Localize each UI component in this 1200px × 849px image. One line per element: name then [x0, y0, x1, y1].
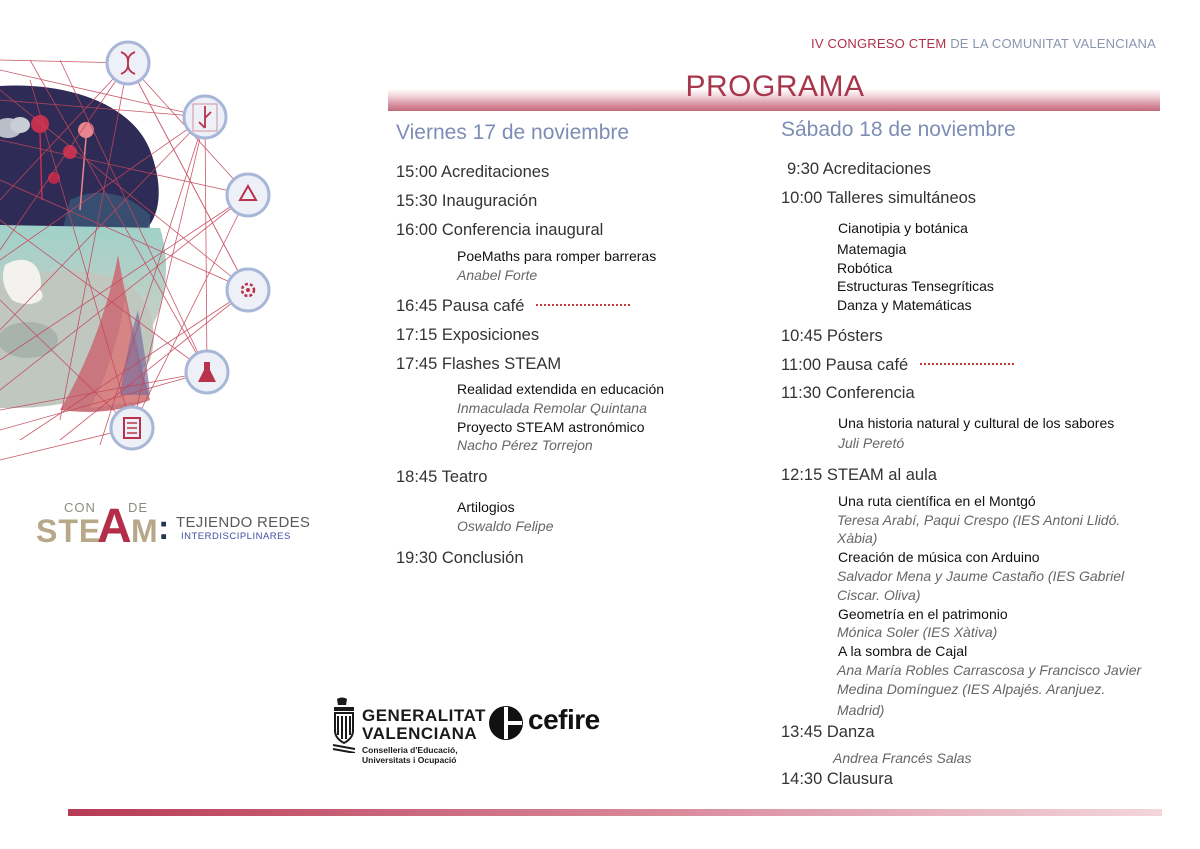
- sat-conf-title: Una historia natural y cultural de los sabores: [838, 415, 1115, 431]
- usb-icon: [184, 96, 226, 138]
- flask-icon: [186, 351, 228, 393]
- header-region: DE LA COMUNITAT VALENCIANA: [950, 36, 1156, 51]
- fri-talk-title: PoeMaths para romper barreras: [457, 248, 657, 264]
- building-icon: [111, 407, 153, 449]
- sat-workshop: Cianotipia y botánica: [838, 220, 968, 236]
- logo-con: CON: [64, 500, 96, 515]
- sat-aula-4-speaker-cont2: Madrid): [837, 702, 885, 718]
- saturday-heading: Sábado 18 de noviembre: [781, 118, 1016, 141]
- sat-aula-1-speaker: Teresa Arabí, Paqui Crespo (IES Antoni Llidó.: [837, 512, 1121, 528]
- sat-break-dots: [920, 363, 1014, 365]
- sat-item-1430: 14:30 Clausura: [781, 770, 893, 788]
- fri-item-1645: 16:45 Pausa café: [396, 297, 525, 315]
- fri-item-1715: 17:15 Exposiciones: [396, 326, 540, 344]
- sat-aula-4-title: A la sombra de Cajal: [838, 643, 968, 659]
- sat-item-1045: 10:45 Pósters: [781, 327, 883, 345]
- fri-item-1930: 19:30 Conclusión: [396, 549, 524, 567]
- sat-aula-1-title: Una ruta científica en el Montgó: [838, 493, 1036, 509]
- sat-item-1215: 12:15 STEAM al aula: [781, 466, 937, 484]
- fri-item-1845: 18:45 Teatro: [396, 468, 488, 486]
- sat-aula-3-speaker: Mónica Soler (IES Xàtiva): [837, 624, 998, 640]
- sat-aula-2-speaker: Salvador Mena y Jaume Castaño (IES Gabriel: [837, 568, 1125, 584]
- logo-m: M: [131, 513, 158, 549]
- sat-item-1130: 11:30 Conferencia: [781, 384, 915, 402]
- fri-item-1745: 17:45 Flashes STEAM: [396, 355, 562, 373]
- recycle-icon: [227, 174, 269, 216]
- gva-line-1: GENERALITAT: [362, 706, 486, 725]
- congress-header: [811, 36, 1156, 51]
- dna-icon: [107, 42, 149, 84]
- gva-line-4: Universitats i Ocupació: [362, 755, 457, 765]
- sat-aula-2-title: Creación de música con Arduino: [838, 549, 1040, 565]
- logo-ste: STE: [36, 513, 102, 549]
- cefire-mark-icon: [488, 705, 524, 741]
- fri-talk-speaker: Anabel Forte: [457, 267, 538, 283]
- sat-workshop: Danza y Matemáticas: [837, 297, 972, 313]
- sat-item-0930: 9:30 Acreditaciones: [787, 160, 932, 178]
- sat-item-1000: 10:00 Talleres simultáneos: [781, 189, 977, 207]
- sat-dance-speaker: Andrea Francés Salas: [833, 750, 972, 766]
- steam-illustration: [0, 35, 300, 465]
- fri-theatre-title: Artilogios: [457, 499, 515, 515]
- sat-aula-3-title: Geometría en el patrimonio: [838, 606, 1008, 622]
- generalitat-crest-icon: [331, 697, 357, 753]
- sat-conf-speaker: Juli Peretó: [838, 435, 905, 451]
- fri-flash-2-title: Proyecto STEAM astronómico: [457, 419, 645, 435]
- sat-workshop: Matemagia: [837, 241, 907, 257]
- fri-flash-1-title: Realidad extendida en educación: [457, 381, 665, 397]
- fri-item-1600: 16:00 Conferencia inaugural: [396, 221, 604, 239]
- fri-theatre-speaker: Oswaldo Felipe: [457, 518, 554, 534]
- logo-de: DE: [128, 500, 149, 515]
- gva-line-3: Conselleria d'Educació,: [362, 745, 458, 755]
- fri-flash-1-speaker: Inmaculada Remolar Quintana: [457, 400, 647, 416]
- gear-icon: [227, 269, 269, 311]
- header-congress: IV CONGRESO CTEM: [811, 36, 947, 51]
- gva-line-2: VALENCIANA: [362, 724, 478, 743]
- sat-workshop: Robótica: [837, 260, 893, 276]
- sat-workshop: Estructuras Tensegríticas: [837, 278, 994, 294]
- sat-item-1100: 11:00 Pausa café: [781, 356, 909, 374]
- sat-aula-4-speaker-cont: Medina Domínguez (IES Alpajés. Aranjuez.: [837, 681, 1106, 697]
- friday-heading: Viernes 17 de noviembre: [396, 121, 630, 144]
- logo-colon: :: [158, 509, 170, 547]
- logo-tagline-2: INTERDISCIPLINARES: [181, 531, 291, 542]
- fri-item-1530: 15:30 Inauguración: [396, 192, 538, 210]
- sat-item-1345: 13:45 Danza: [781, 723, 875, 741]
- logo-a: A: [97, 500, 132, 553]
- sat-aula-4-speaker: Ana María Robles Carrascosa y Francisco Javier: [837, 662, 1142, 678]
- cefire-wordmark: cefire: [528, 704, 600, 735]
- fri-item-1500: 15:00 Acreditaciones: [396, 163, 550, 181]
- fri-break-dots: [536, 304, 630, 306]
- page-title: PROGRAMA: [685, 70, 865, 103]
- bottom-bar: [68, 809, 1162, 816]
- sat-aula-1-speaker-cont: Xàbia): [837, 530, 878, 546]
- sat-aula-2-speaker-cont: Ciscar. Oliva): [837, 587, 921, 603]
- fri-flash-2-speaker: Nacho Pérez Torrejon: [457, 437, 593, 453]
- logo-tagline-1: TEJIENDO REDES: [176, 514, 311, 531]
